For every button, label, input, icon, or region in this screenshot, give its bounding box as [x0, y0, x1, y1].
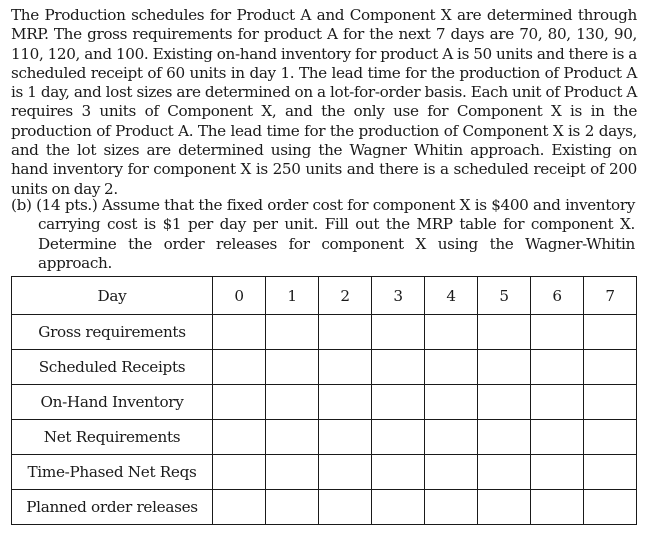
table-cell[interactable] — [584, 420, 637, 455]
table-cell[interactable] — [584, 490, 637, 525]
table-cell[interactable] — [266, 315, 319, 350]
table-cell[interactable] — [584, 350, 637, 385]
table-cell[interactable] — [531, 455, 584, 490]
table-cell[interactable] — [584, 315, 637, 350]
table-cell[interactable] — [266, 350, 319, 385]
table-cell[interactable] — [372, 385, 425, 420]
day-column-header: 0 — [213, 277, 266, 315]
table-cell[interactable] — [266, 420, 319, 455]
row-label: Planned order releases — [12, 490, 213, 525]
table-cell[interactable] — [372, 315, 425, 350]
table-cell[interactable] — [478, 350, 531, 385]
table-cell[interactable] — [584, 455, 637, 490]
table-cell[interactable] — [531, 420, 584, 455]
table-cell[interactable] — [425, 490, 478, 525]
table-row — [12, 350, 637, 385]
table-cell[interactable] — [425, 315, 478, 350]
table-cell[interactable] — [425, 350, 478, 385]
table-cell[interactable] — [319, 385, 372, 420]
table-cell[interactable] — [372, 455, 425, 490]
table-cell[interactable] — [478, 420, 531, 455]
table-cell[interactable] — [266, 490, 319, 525]
day-column-header: 5 — [478, 277, 531, 315]
table-cell[interactable] — [213, 350, 266, 385]
table-cell[interactable] — [372, 490, 425, 525]
table-cell[interactable] — [319, 490, 372, 525]
table-cell[interactable] — [213, 385, 266, 420]
row-label: Net Requirements — [12, 420, 213, 455]
table-cell[interactable] — [478, 490, 531, 525]
table-cell[interactable] — [584, 385, 637, 420]
table-cell[interactable] — [213, 455, 266, 490]
table-cell[interactable] — [372, 420, 425, 455]
table-cell[interactable] — [531, 350, 584, 385]
day-column-header: 3 — [372, 277, 425, 315]
table-header-row — [12, 277, 637, 315]
day-column-header: 1 — [266, 277, 319, 315]
table-row — [12, 490, 637, 525]
table-cell[interactable] — [319, 315, 372, 350]
table-row — [12, 455, 637, 490]
table-cell[interactable] — [319, 455, 372, 490]
table-cell[interactable] — [531, 385, 584, 420]
table-cell[interactable] — [425, 420, 478, 455]
table-cell[interactable] — [531, 315, 584, 350]
table-cell[interactable] — [213, 490, 266, 525]
table-cell[interactable] — [425, 385, 478, 420]
row-label: Scheduled Receipts — [12, 350, 213, 385]
table-cell[interactable] — [478, 385, 531, 420]
table-cell[interactable] — [213, 420, 266, 455]
row-label: Time-Phased Net Reqs — [12, 455, 213, 490]
day-column-header: 6 — [531, 277, 584, 315]
day-column-header: 2 — [319, 277, 372, 315]
mrp-table — [11, 276, 637, 525]
table-cell[interactable] — [478, 455, 531, 490]
table-cell[interactable] — [319, 350, 372, 385]
table-cell[interactable] — [319, 420, 372, 455]
table-cell[interactable] — [478, 315, 531, 350]
table-cell[interactable] — [425, 455, 478, 490]
part-b-question: (b) (14 pts.) Assume that the fixed order cost for component X is $400 and inventory carrying cost is $1 per day per unit. Fill out the MRP table for component X. Determine the order releases for component X using the Wagner-Whitin approach. — [11, 196, 635, 272]
problem-statement: The Production schedules for Product A and Component X are determined through MRP. The gross requirements for product A for the next 7 days are 70, 80, 130, 90, 110, 120, and 100. Existing on-hand inventory for product A is 50 units and there is a scheduled receipt of 60 units in day 1. The lead time for the production of Product A is 1 day, and lost sizes are determined on a lot-for-order basis. Each unit of Product A requires 3 units of Component X, and the only use for Component X is in the production of Product A. The lead time for the production of Component X is 2 days, and the lot sizes are determined using the Wagner Whitin approach. Existing on hand inventory for component X is 250 units and there is a scheduled receipt of 200 units on day 2. — [11, 6, 637, 198]
table-cell[interactable] — [266, 455, 319, 490]
table-row — [12, 420, 637, 455]
table-row — [12, 315, 637, 350]
day-column-header: 4 — [425, 277, 478, 315]
table-cell[interactable] — [372, 350, 425, 385]
table-cell[interactable] — [266, 385, 319, 420]
row-label: On-Hand Inventory — [12, 385, 213, 420]
table-cell[interactable] — [213, 315, 266, 350]
table-cell[interactable] — [531, 490, 584, 525]
day-header: Day — [12, 277, 213, 315]
table-row — [12, 385, 637, 420]
row-label: Gross requirements — [12, 315, 213, 350]
day-column-header: 7 — [584, 277, 637, 315]
